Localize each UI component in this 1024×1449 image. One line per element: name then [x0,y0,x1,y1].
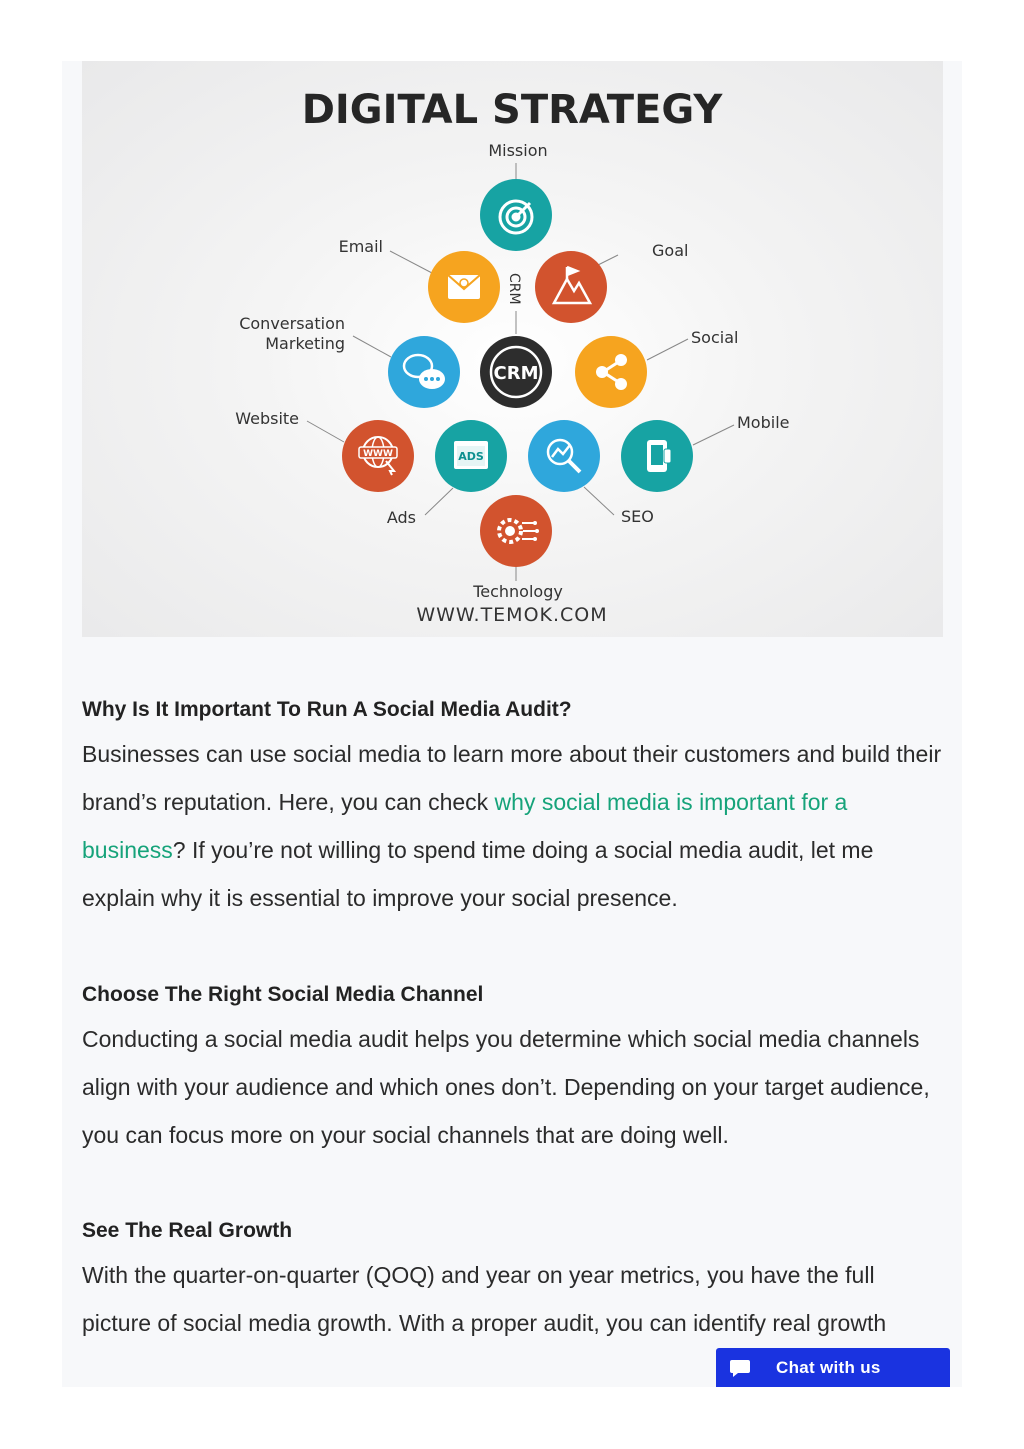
seo-node [528,420,600,492]
www-badge-text: WWW [363,449,393,459]
paragraph-text-start: Businesses can use social media to learn more about their customers and build their brand’s reputation. Here, you can check [82,741,942,815]
label-conversation-1: Conversation [239,314,345,333]
infographic-svg [82,61,943,637]
conversation-node [388,336,460,408]
mission-node [480,179,552,251]
vertical-crm-label: CRM [506,273,522,305]
chat-bubble-icon [716,1348,764,1387]
section-right-channel [82,983,948,1159]
section-why-audit [82,698,948,922]
label-technology: Technology [473,582,563,601]
infographic-url: WWW.TEMOK.COM [416,604,608,626]
label-conversation-2: Marketing [265,334,345,353]
label-social: Social [691,328,739,347]
section-paragraph: With the quarter-on-quarter (QOQ) and year on year metrics, you have the full picture of social media growth. With a proper audit, you can identify real growth [82,1262,887,1336]
section-paragraph: Conducting a social media audit helps you determine which social media channels align with your audience and which ones don’t. Depending on your target audience, you can focus more on your social channels that are doing well. [82,1026,930,1148]
label-website: Website [235,409,299,428]
document-page [62,61,962,1387]
paragraph-text-end: ? If you’re not willing to spend time doing a social media audit, let me explain why it is essential to improve your social presence. [82,837,874,911]
label-goal: Goal [652,241,689,260]
crm-center-label: CRM [493,363,539,384]
label-mobile: Mobile [737,413,790,432]
email-envelope-icon [448,275,480,299]
ads-node [435,420,507,492]
importance-link[interactable]: why social media is important for a business [82,789,848,863]
mobile-node [621,420,693,492]
label-mission: Mission [488,141,548,160]
label-ads: Ads [386,508,416,527]
social-node [575,336,647,408]
email-node [428,251,500,323]
goal-node [535,251,607,323]
digital-strategy-infographic [82,61,943,637]
section-heading: See The Real Growth [82,1219,293,1242]
chat-label: Chat with us [776,1357,881,1377]
crm-center-node [480,336,552,408]
ads-window-icon [454,441,488,469]
ads-badge-text: ADS [458,450,484,463]
infographic-title: DIGITAL STRATEGY [301,87,723,133]
label-seo: SEO [621,507,654,526]
label-email: Email [338,237,383,256]
section-real-growth [82,1219,948,1347]
section-heading: Why Is It Important To Run A Social Media Audit? [82,698,572,721]
website-node [342,420,414,492]
section-paragraph [82,730,948,922]
chat-with-us-button[interactable] [716,1348,950,1387]
section-heading: Choose The Right Social Media Channel [82,983,484,1006]
technology-node [480,495,552,567]
